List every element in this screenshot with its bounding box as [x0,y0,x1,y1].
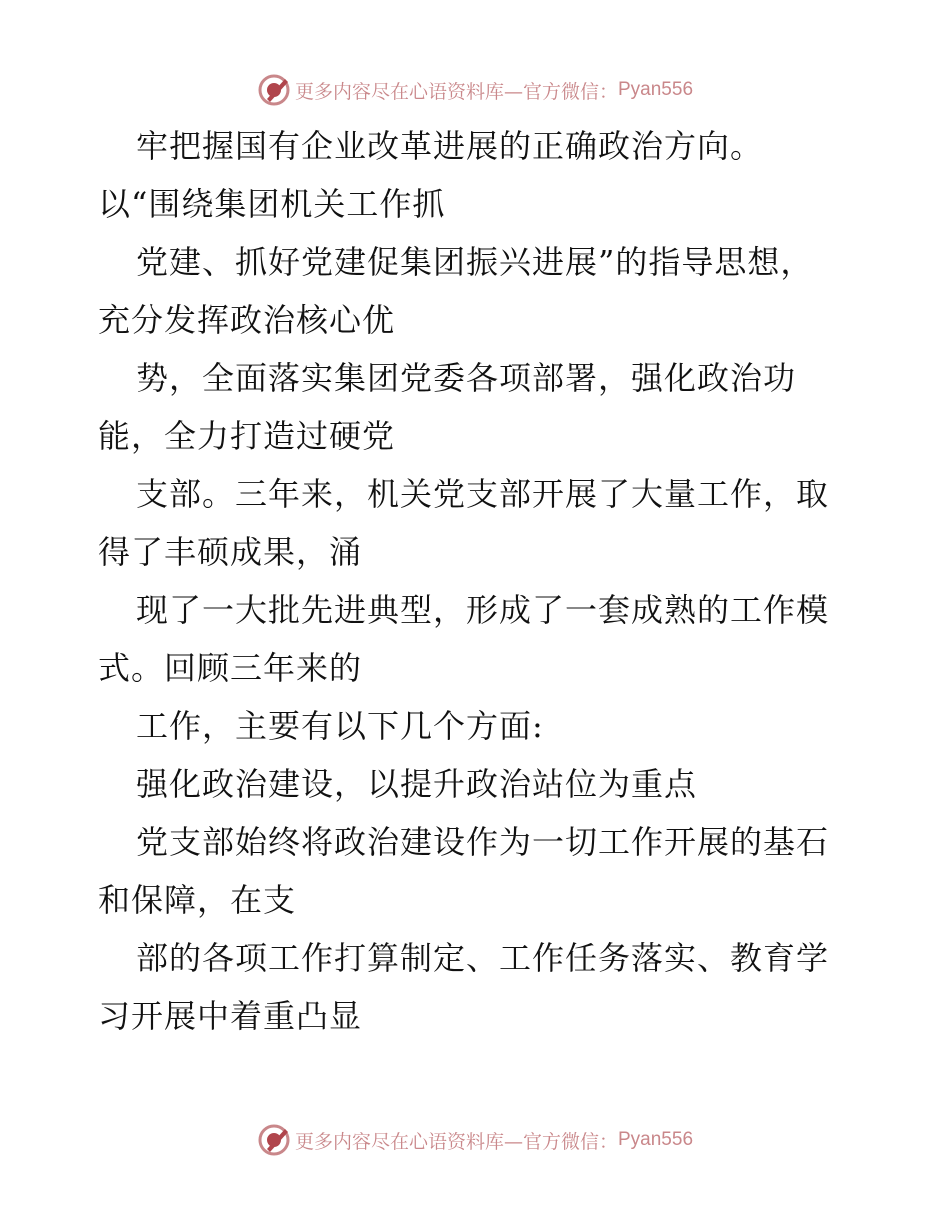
document-body [98,117,888,1045]
text-line: 强化政治建设，以提升政治站位为重点 [136,765,698,803]
watermark-text: 更多内容尽在心语资料库—官方微信： [294,80,618,103]
watermark-id: Pyan556 [618,1129,694,1150]
watermark-id: Pyan556 [618,79,694,100]
text-line: 式。回顾三年来的 [98,649,363,687]
text-line: 能，全力打造过硬党 [98,417,396,455]
text-line: 以“围绕集团机关工作抓 [98,185,446,223]
footer-watermark [0,1120,950,1160]
text-line: 工作，主要有以下几个方面: [136,707,544,745]
text-line: 现了一大批先进典型，形成了一套成熟的工作模 [136,591,830,629]
text-line: 习开展中着重凸显 [98,997,363,1035]
text-line: 部的各项工作打算制定、工作任务落实、教育学 [136,939,830,977]
text-line: 党支部始终将政治建设作为一切工作开展的基石 [136,823,830,861]
text-line: 牢把握国有企业改革进展的正确政治方向。 [136,127,764,165]
pen-logo-icon [257,73,291,107]
text-line: 得了丰硕成果，涌 [98,533,363,571]
text-line: 支部。三年来，机关党支部开展了大量工作，取 [136,475,830,513]
header-watermark [0,70,950,110]
text-line: 势，全面落实集团党委各项部署，强化政治功 [136,359,797,397]
watermark-text: 更多内容尽在心语资料库—官方微信： [294,1130,618,1153]
pen-logo-icon [257,1123,291,1157]
text-line: 充分发挥政治核心优 [98,301,396,339]
text-line: 和保障，在支 [98,881,297,919]
text-line: 党建、抓好党建促集团振兴进展”的指导思想， [136,243,814,281]
